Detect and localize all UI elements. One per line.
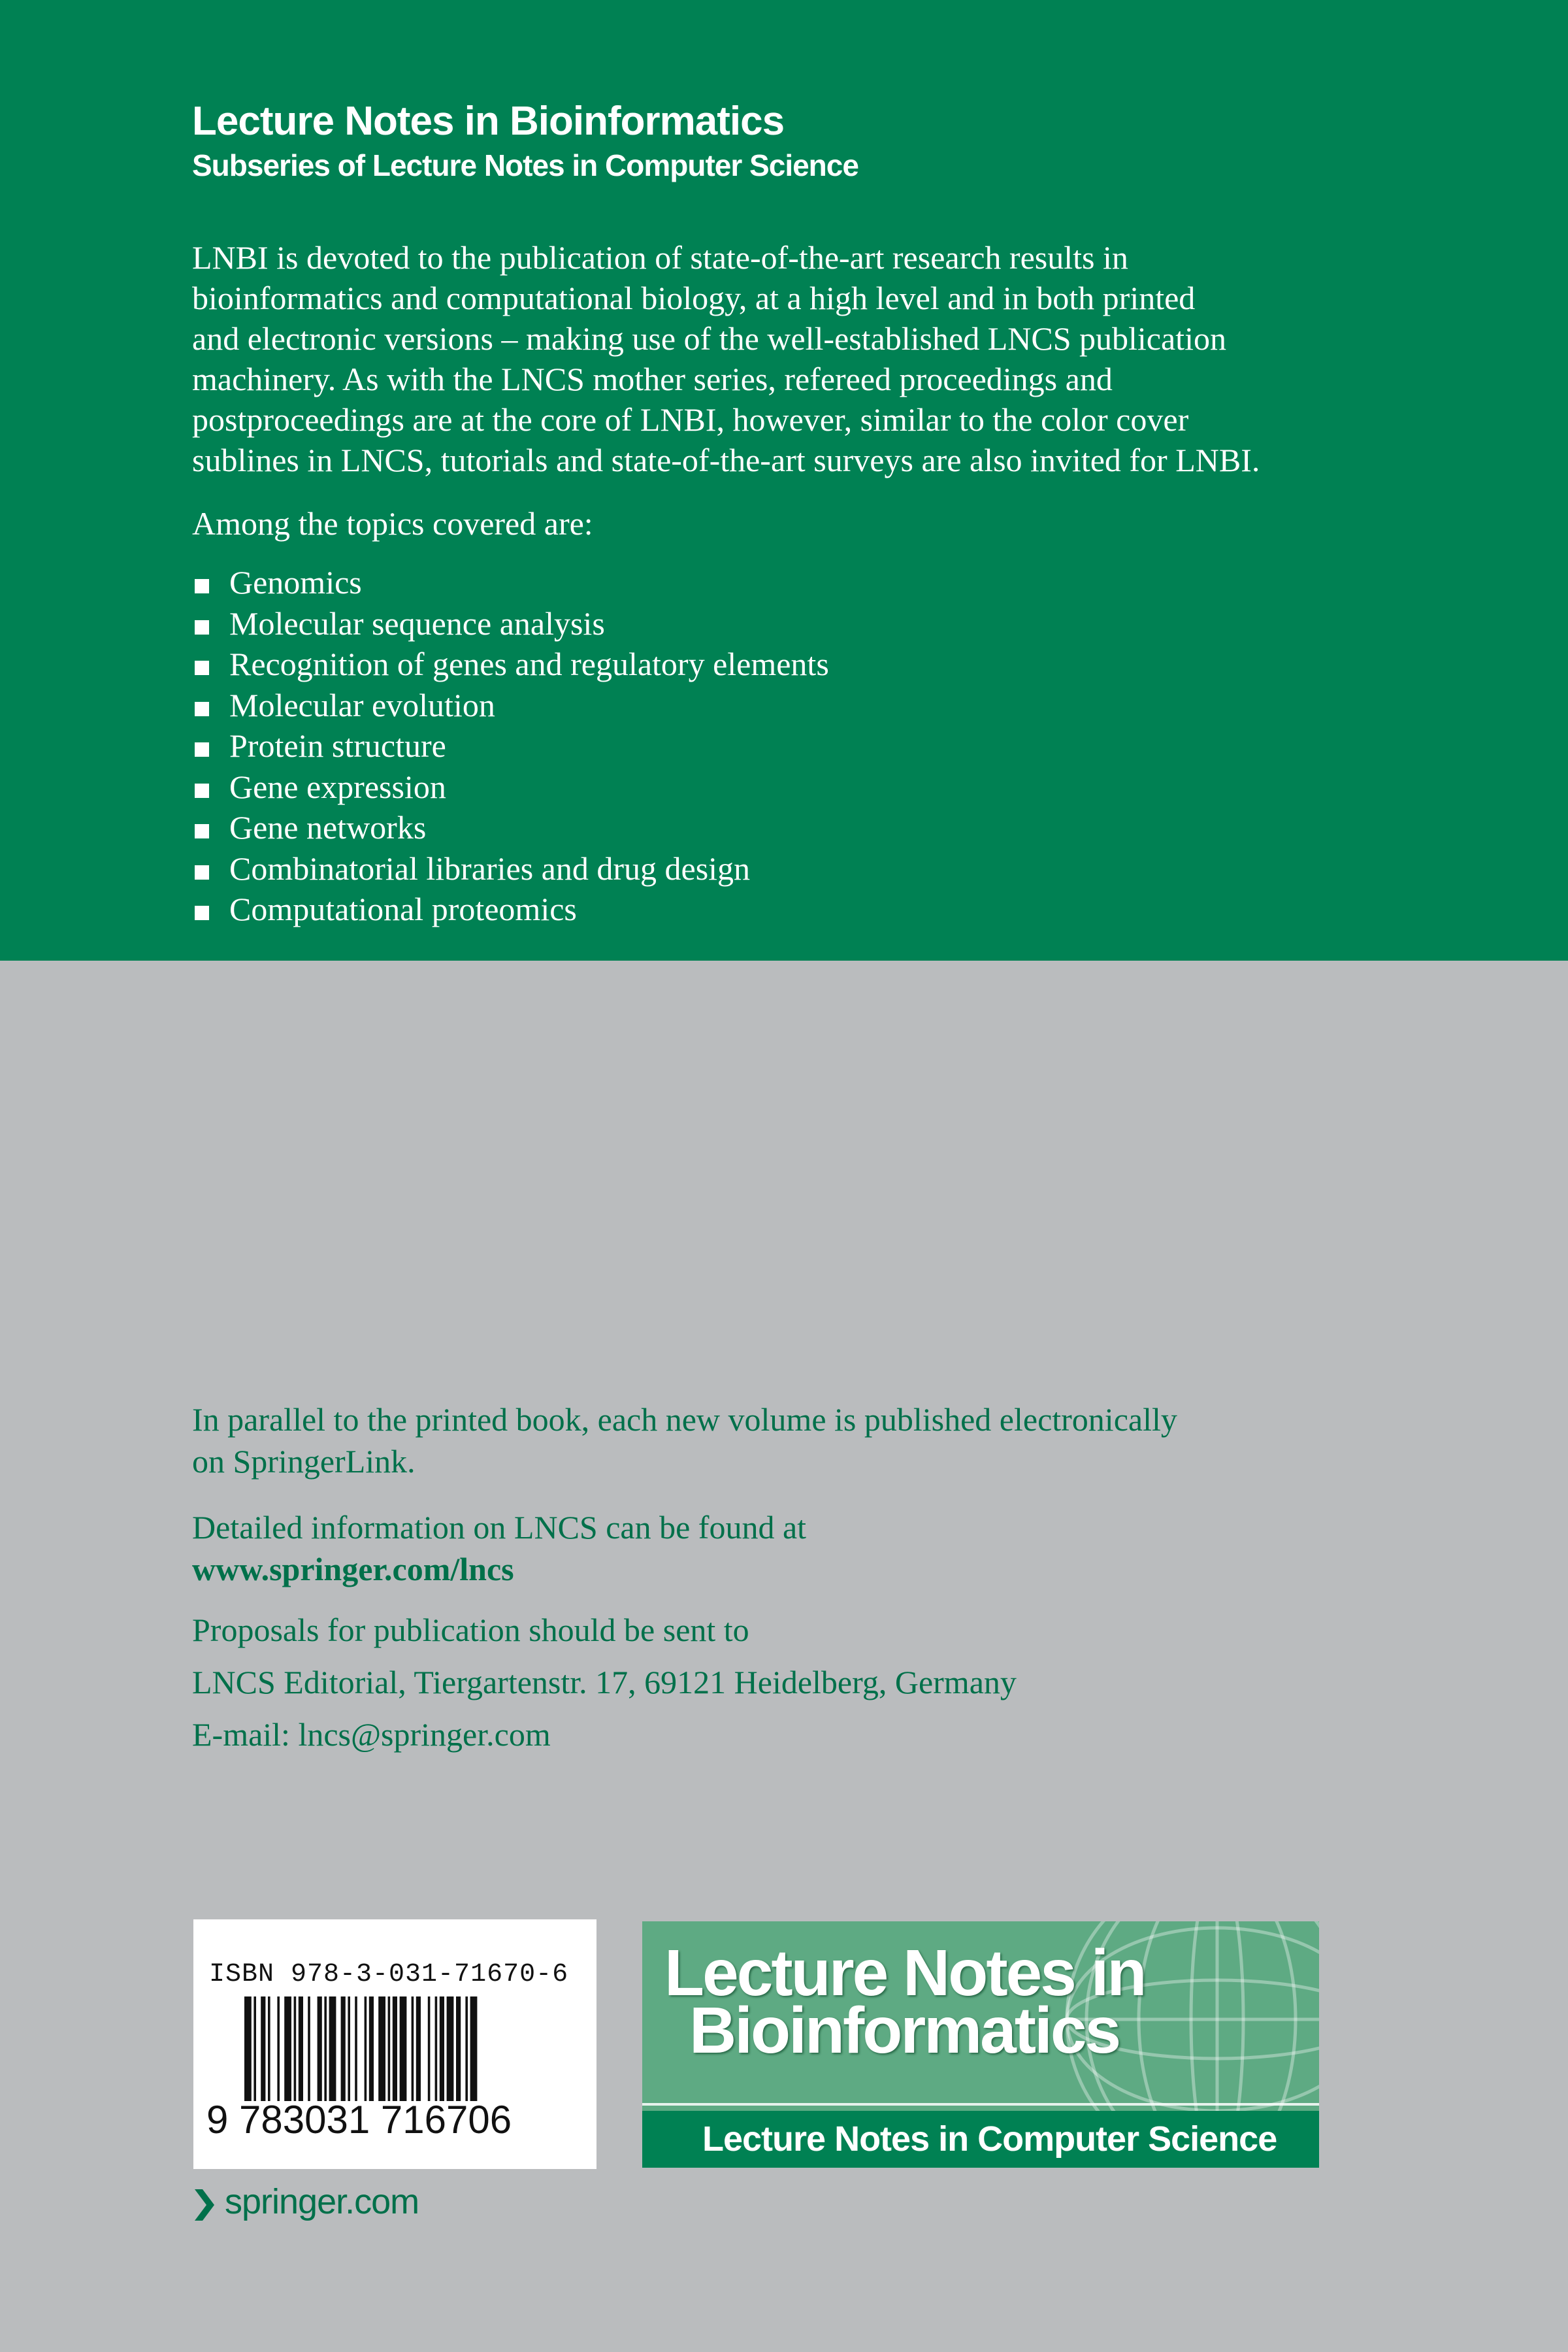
logo-subline: Lecture Notes in Computer Science — [702, 2119, 1277, 2159]
editorial-address: LNCS Editorial, Tiergartenstr. 17, 69121 Heidelberg, Germany — [192, 1664, 1017, 1700]
square-bullet-icon — [195, 906, 209, 920]
barcode-bar — [324, 1996, 327, 2101]
logo-title-line1: Lecture Notes in — [664, 1936, 1145, 2010]
barcode-bar — [341, 1996, 346, 2101]
barcode-bar — [348, 1996, 350, 2101]
isbn-barcode — [193, 1919, 596, 2169]
lncs-url-link[interactable]: www.springer.com/lncs — [192, 1551, 514, 1587]
barcode-bar — [456, 1996, 461, 2101]
barcode-bar — [253, 1996, 256, 2101]
barcode-bar — [388, 1996, 391, 2101]
barcode-bar — [400, 1996, 407, 2101]
note-line: In parallel to the printed book, each new volume is published electronically — [192, 1401, 1177, 1438]
list-item: Gene networks — [192, 807, 829, 848]
list-item: Protein structure — [192, 725, 829, 767]
barcode-bar — [318, 1996, 322, 2101]
barcode-bar — [268, 1996, 270, 2101]
series-logo — [642, 1921, 1319, 2168]
electronic-publication-note — [192, 1399, 1177, 1482]
barcode-bar — [308, 1996, 310, 2101]
list-item: Molecular evolution — [192, 685, 829, 726]
description-line: bioinformatics and computational biology, at a high level and in both printed — [192, 280, 1196, 316]
list-item: Genomics — [192, 562, 829, 603]
lncs-info-text: Detailed information on LNCS can be found at — [192, 1509, 807, 1546]
series-title: Lecture Notes in Bioinformatics — [192, 99, 785, 144]
topics-list — [192, 562, 829, 930]
series-subtitle: Subseries of Lecture Notes in Computer Science — [192, 148, 858, 182]
logo-title-line2: Bioinformatics — [689, 1994, 1120, 2067]
note-line: on SpringerLink. — [192, 1443, 416, 1480]
square-bullet-icon — [195, 702, 209, 716]
barcode-bar — [435, 1996, 438, 2101]
logo-subline-bar — [642, 2111, 1319, 2168]
barcode-bar — [365, 1996, 367, 2101]
topics-intro: Among the topics covered are: — [192, 505, 593, 542]
square-bullet-icon — [195, 784, 209, 798]
barcode-bar — [440, 1996, 444, 2101]
contact-email[interactable]: E-mail: lncs@springer.com — [192, 1716, 551, 1753]
isbn-number: ISBN 978-3-031-71670-6 — [209, 1960, 569, 1989]
description-line: LNBI is devoted to the publication of state-of-the-art research results in — [192, 239, 1128, 276]
square-bullet-icon — [195, 824, 209, 838]
barcode-bar — [470, 1996, 478, 2101]
chevron-right-icon — [192, 2188, 216, 2222]
barcode-bar — [261, 1996, 265, 2101]
barcode-bar — [428, 1996, 431, 2101]
barcode-bar — [355, 1996, 357, 2101]
description-line: machinery. As with the LNCS mother series, refereed proceedings and — [192, 361, 1113, 397]
springer-link-text: springer.com — [225, 2182, 419, 2221]
list-item: Recognition of genes and regulatory elements — [192, 644, 829, 685]
description-line: and electronic versions – making use of the well-established LNCS publication — [192, 320, 1226, 357]
barcode-bar — [412, 1996, 414, 2101]
barcode-bar — [393, 1996, 397, 2101]
list-item: Computational proteomics — [192, 889, 829, 930]
barcode-bar — [369, 1996, 374, 2101]
square-bullet-icon — [195, 579, 209, 593]
barcode-bar — [416, 1996, 421, 2101]
description-line: postproceedings are at the core of LNBI, however, similar to the color cover — [192, 401, 1189, 438]
green-header-band — [0, 0, 1568, 961]
square-bullet-icon — [195, 742, 209, 757]
lncs-info — [192, 1506, 806, 1590]
barcode-bar — [284, 1996, 291, 2101]
list-item: Gene expression — [192, 767, 829, 808]
barcode-bar — [277, 1996, 280, 2101]
barcode-bar — [465, 1996, 468, 2101]
list-item: Molecular sequence analysis — [192, 603, 829, 644]
list-item: Combinatorial libraries and drug design — [192, 848, 829, 889]
square-bullet-icon — [195, 620, 209, 635]
square-bullet-icon — [195, 661, 209, 675]
barcode-bar — [244, 1996, 252, 2101]
proposals-text: Proposals for publication should be sent to — [192, 1612, 749, 1648]
barcode-bar — [329, 1996, 336, 2101]
series-description — [192, 237, 1433, 480]
barcode-bar — [447, 1996, 454, 2101]
square-bullet-icon — [195, 865, 209, 880]
barcode-bar — [299, 1996, 303, 2101]
barcode-bar — [294, 1996, 297, 2101]
description-line: sublines in LNCS, tutorials and state-of-the-art surveys are also invited for LNBI. — [192, 442, 1260, 478]
barcode-bar — [378, 1996, 385, 2101]
logo-divider — [642, 2103, 1319, 2106]
barcode-digits: 9 783031 716706 — [206, 2098, 512, 2142]
